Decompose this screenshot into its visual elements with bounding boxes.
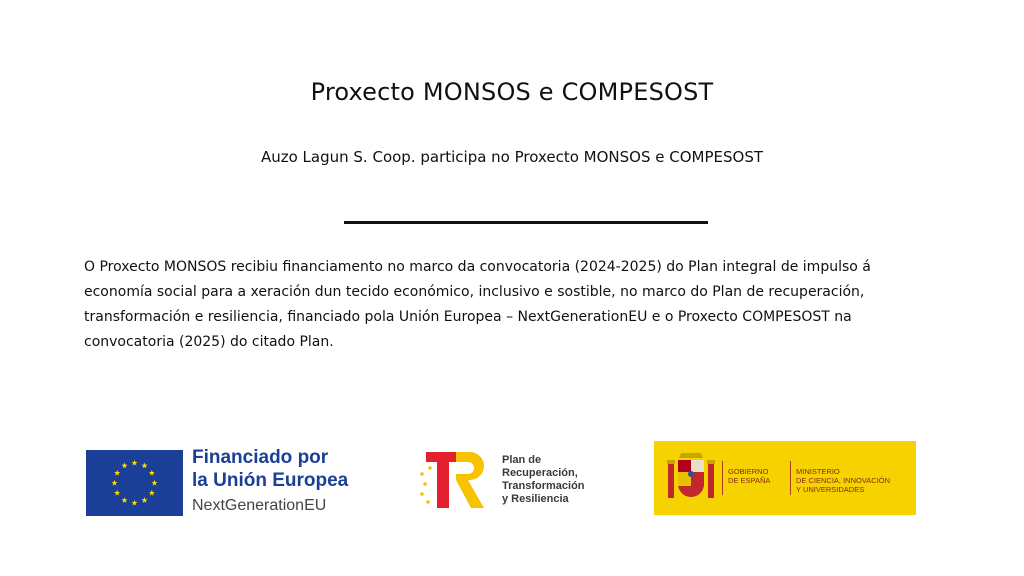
prtr-logo xyxy=(418,448,618,516)
eu-star-icon xyxy=(149,470,155,476)
ministerio-separator xyxy=(790,461,791,495)
ministerio-line1: MINISTERIO xyxy=(796,467,840,476)
divider xyxy=(344,221,708,224)
eu-star-icon xyxy=(111,480,117,486)
eu-star-icon xyxy=(114,470,120,476)
eu-logo-line1: Financiado por xyxy=(192,447,329,468)
gobierno-logo xyxy=(654,441,916,515)
eu-logo-line2: la Unión Europea xyxy=(192,470,349,491)
ministerio-name xyxy=(796,467,890,494)
gobierno-line2: DE ESPAÑA xyxy=(728,476,771,485)
eu-star-icon xyxy=(149,490,155,496)
tr-monogram-icon xyxy=(418,448,492,512)
eu-star-icon xyxy=(121,497,127,503)
gobierno-line1: GOBIERNO xyxy=(728,467,769,476)
eu-star-icon xyxy=(141,462,147,468)
eu-funding-logo xyxy=(86,446,366,518)
eu-star-icon xyxy=(131,460,137,466)
ministerio-line3: Y UNIVERSIDADES xyxy=(796,485,865,494)
eu-logo-line3: NextGenerationEU xyxy=(192,497,327,514)
eu-star-icon xyxy=(121,462,127,468)
page-title: Proxecto MONSOS e COMPESOST xyxy=(310,78,714,106)
eu-flag-icon xyxy=(86,450,183,516)
prtr-line4: y Resiliencia xyxy=(502,493,569,505)
body-paragraph: O Proxecto MONSOS recibiu financiamento no marco da convocatoria (2024-2025) do Plan integral de impulso á economía social para a xeración dun tecido económico, inclusivo e sostible, no marco do Plan de recuperación, transformación e resiliencia, financiado pola Unión Europea – NextGenerationEU e o Proxecto COMPESOST na convocatoria (2025) do citado Plan. xyxy=(84,259,871,350)
gobierno-name xyxy=(728,467,770,485)
ministerio-line2: DE CIENCIA, INNOVACIÓN xyxy=(796,476,891,485)
prtr-line2: Recuperación, xyxy=(502,467,578,479)
prtr-logo-text xyxy=(502,454,585,506)
prtr-line3: Transformación xyxy=(502,480,585,492)
eu-star-icon xyxy=(131,500,137,506)
eu-star-icon xyxy=(151,480,157,486)
page-subtitle: Auzo Lagun S. Coop. participa no Proxecto MONSOS e COMPESOST xyxy=(260,148,764,166)
prtr-line1: Plan de xyxy=(502,454,542,466)
eu-star-icon xyxy=(114,490,120,496)
eu-star-icon xyxy=(141,497,147,503)
spain-coat-of-arms-icon xyxy=(666,450,716,506)
eu-logo-text xyxy=(192,446,348,518)
gobierno-separator xyxy=(722,461,723,495)
